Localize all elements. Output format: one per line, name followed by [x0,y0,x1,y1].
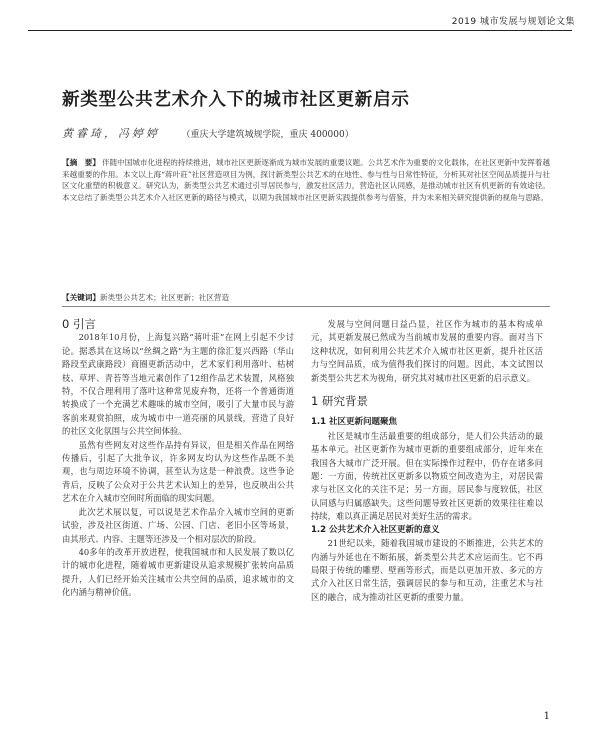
abstract-label: 【摘 要】 [62,158,100,167]
paragraph: 2018年10月份，上海复兴路“蒋叶莊”在网上引起不少讨论。据悉其在这场以“丝绸之路”为主题的徐汇复兴西路（华山路段至武康路段）商圈更新活动中，艺术家们利用落叶、枯树枝、草坪、青苔等当地元素创作了12组作品艺术装置，风格独特，不仅合理利用了落叶这种常见废弃物，还将一个普通街道转换成了一个充满艺术趣味的城市空间，吸引了大量市民与游客前来观赏拍照，成为城市中一道亮丽的风景线，营造了良好的社区文化氛围与公共空间体验。 [62,332,294,437]
journal-header: 2019 城市发展与规划论文集 [451,17,575,27]
paragraph: 21世纪以来，随着我国城市建设的不断推进，公共艺术的内涵与外延也在不断拓展，新类型公共艺术应运而生。它不再局限于传统的雕塑、壁画等形式，而是以更加开放、多元的方式介入社区日常生活，强调居民的参与和互动，注重艺术与社区的融合，成为推动社区更新的重要力量。 [311,538,543,602]
paragraph: 此次艺术展以复，可以说是艺术作品介入城市空间的更新试验，涉及社区街道、广场、公园、门店、老旧小区等场景，由其形式、内容、主题等还涉及一个相对层次的阶段。 [62,506,294,544]
page-number: 1 [543,711,550,722]
section-heading-background: 1 研究背景 [311,394,368,409]
keywords-label: 【关键词】 [62,293,100,302]
paragraph: 社区是城市生活最重要的组成部分，是人们公共活动的最基本单元。社区更新作为城市更新的重要组成部分，近年来在我国各大城市广泛开展。但在实际操作过程中，仍存在诸多问题：一方面，传统社区更新多以物质空间改造为主，对居民需求与社区文化的关注不足；另一方面，居民参与度较低，社区认同感与归属感缺失。这些问题导致社区更新的效果往往难以持续，难以真正满足居民对美好生活的需求。 [311,430,543,522]
keywords [62,292,550,303]
header-rule [28,30,572,31]
paragraph: 发展与空间问题日益凸显，社区作为城市的基本构成单元，其更新发展已然成为当前城市发展的重要内容。面对当下这种状况，如何利用公共艺术介入城市社区更新，提升社区活力与空间品质，成为值得我们探讨的问题。因此，本文试图以新类型公共艺术为视角，研究其对城市社区更新的启示意义。 [311,319,543,383]
paragraph: 40多年的改革开放进程，使我国城市和人民发展了数以亿计的城市化进程，随着城市更新建设从追求规模扩张转向品质提升，人们已经开始关注城市公共空间的品质，追求城市的文化内涵与精神价值。 [62,546,294,598]
byline [62,125,354,141]
paragraph: 虽然有些网友对这些作品持有异议，但是相关作品在网络传播后，引起了大批争议，许多网友均认为这些作品既不美观，也与周边环境不协调，甚至认为这是一种浪费。这些争论背后，反映了公众对于公共艺术认知上的差异，也反映出公共艺术在介入城市空间时所面临的现实问题。 [62,439,294,504]
section-heading-intro: 0 引言 [62,317,96,331]
keywords-text: 新类型公共艺术；社区更新；社区营造 [99,293,230,302]
affiliation: （重庆大学建筑城规学院，重庆 400000） [181,130,354,140]
subsection-heading: 1.2 公共艺术介入社区更新的意义 [311,524,440,535]
left-column [62,318,294,600]
subsection-heading: 1.1 社区更新问题聚焦 [311,417,398,428]
right-column [311,318,543,604]
paper-title: 新类型公共艺术介入下的城市社区更新启示 [62,90,410,110]
abstract-text: 伴随中国城市化进程的持续推进，城市社区更新逐渐成为城市发展的重要议题。公共艺术作为重要的文化载体，在社区更新中发挥着越来越重要的作用。本文以上海“蒋叶莊”社区营造项目为例，探讨新类型公共艺术的在地性、参与性与日常性特征，分析其对社区空间品质提升与社区文化重塑的积极意义。研究认为，新类型公共艺术通过引导居民参与，激发社区活力，营造社区认同感，是推动城市社区有机更新的有效途径。本文总结了新类型公共艺术介入社区更新的路径与模式，以期为我国城市社区更新实践提供参考与借鉴，并为未来相关研究提供新的视角与思路。 [62,158,550,202]
authors: 黄睿琦，冯婷婷 [62,127,160,140]
abstract [62,157,550,203]
divider [62,306,550,307]
